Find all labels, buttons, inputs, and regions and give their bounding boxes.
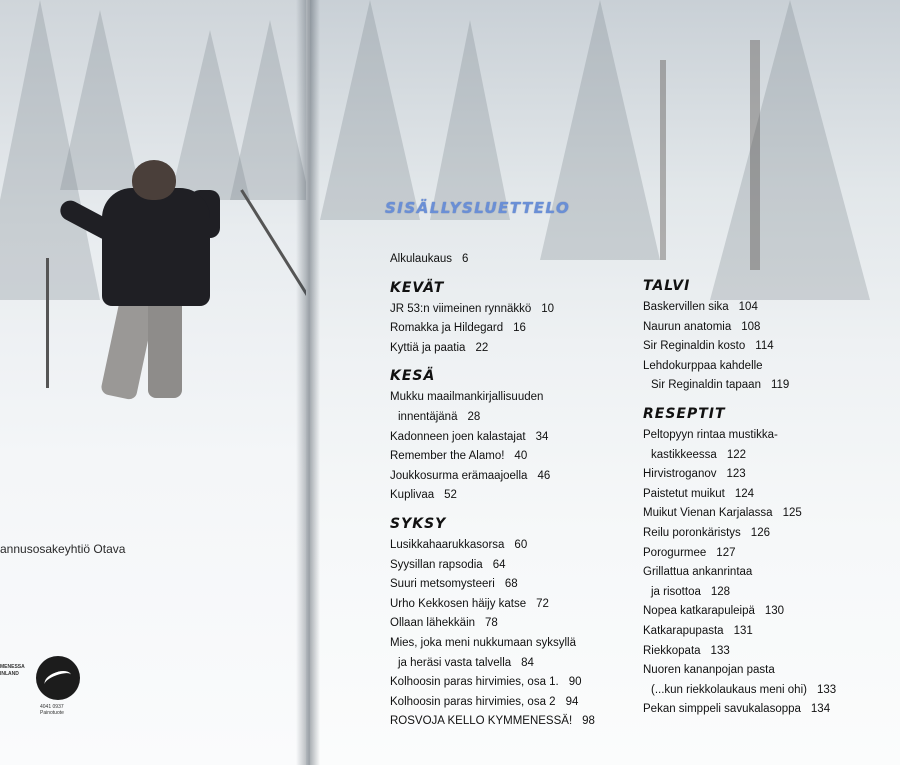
printer-logo-text: MENESSA INLAND <box>0 664 25 677</box>
toc-entry <box>390 556 640 576</box>
toc-entry-page: 127 <box>716 546 736 559</box>
snowy-tree <box>320 0 420 220</box>
toc-section-heading: TALVI <box>643 278 691 294</box>
toc-entry-page: 52 <box>444 489 457 502</box>
toc-entry <box>390 428 640 448</box>
toc-entry <box>643 504 893 524</box>
toc-entry <box>390 408 640 428</box>
toc-entry-title: Muikut Vienan Karjalassa <box>643 507 773 520</box>
toc-entry-title: Remember the Alamo! <box>390 450 505 463</box>
toc-entry-page: 22 <box>475 341 489 354</box>
toc-entry-page: 104 <box>738 301 758 313</box>
toc-entry-title: Romakka ja Hildegard <box>390 322 504 335</box>
toc-section-kesa <box>390 364 640 512</box>
toc-entry-title: Urho Kekkosen häijy katse <box>390 597 527 610</box>
snowy-tree <box>430 20 510 220</box>
toc-section-heading: KESÄ <box>390 368 436 385</box>
toc-entry-page: 28 <box>467 410 481 423</box>
toc-entry <box>390 575 640 595</box>
snowy-tree <box>540 0 660 260</box>
toc-entry-page: 16 <box>513 322 526 335</box>
toc-entry <box>643 524 893 544</box>
toc-entry-page: 94 <box>565 695 579 708</box>
toc-entry <box>390 712 640 732</box>
toc-entry-page: 119 <box>770 379 790 392</box>
toc-entry <box>643 642 893 662</box>
toc-entry <box>643 583 893 603</box>
toc-entry-title: (...kun riekkolaukaus meni ohi) <box>651 683 807 696</box>
toc-entry <box>390 654 640 674</box>
hiker-figure <box>40 160 280 420</box>
toc-entry-page: 90 <box>568 676 582 689</box>
toc-entry-title: Alkulaukaus <box>390 253 453 265</box>
book-gutter <box>296 0 320 765</box>
toc-entry <box>643 298 893 318</box>
toc-entry-title: ja risottoa <box>651 585 701 598</box>
toc-entry-page: 114 <box>755 340 774 353</box>
toc-entry-title: Ollaan lähekkäin <box>390 617 476 630</box>
toc-entry-page: 78 <box>485 617 498 630</box>
toc-entry <box>390 319 640 339</box>
toc-entry-title: Nuoren kananpojan pasta <box>643 664 775 677</box>
toc-entry <box>390 536 640 556</box>
toc-entry-page: 131 <box>733 624 753 637</box>
toc-entry <box>643 318 893 338</box>
toc-entry-title: Paistetut muikut <box>643 487 725 500</box>
toc-entry <box>643 602 893 622</box>
toc-entry-title: ROSVOJA KELLO KYMMENESSÄ! <box>390 715 573 728</box>
toc-section-reseptit <box>643 402 893 726</box>
toc-entry-title: Sir Reginaldin kosto <box>643 340 746 353</box>
toc-entry-page: 40 <box>514 450 528 463</box>
toc-section-heading: RESEPTIT <box>643 405 726 422</box>
toc-entry <box>390 300 640 320</box>
nordic-swan-logo-icon <box>36 656 80 700</box>
toc-entry <box>390 486 640 506</box>
toc-section-heading: KEVÄT <box>390 279 445 296</box>
toc-entry-title: Pekan simppeli savukalasoppa <box>643 703 801 716</box>
toc-entry-page: 134 <box>810 703 831 716</box>
toc-entry-page: 130 <box>764 605 785 618</box>
snowy-tree <box>710 0 870 300</box>
toc-entry-page: 60 <box>514 538 528 551</box>
toc-entry <box>643 544 893 564</box>
toc-entry <box>390 595 640 615</box>
toc-entry-title: Suuri metsomysteeri <box>390 578 495 591</box>
toc-entry <box>390 614 640 634</box>
toc-entry-page: 133 <box>816 683 837 696</box>
toc-entry-page: 34 <box>535 430 549 443</box>
toc-entry-title: Kadonneen joen kalastajat <box>390 430 526 443</box>
toc-entry <box>643 446 893 466</box>
toc-entry-title: Lusikkahaarukkasorsa <box>390 538 505 551</box>
toc-entry-page: 133 <box>710 644 730 657</box>
toc-entry-title: Reilu poronkäristys <box>643 526 741 539</box>
toc-entry <box>643 485 893 505</box>
toc-entry <box>390 339 640 359</box>
toc-entry-page: 98 <box>582 715 595 728</box>
swan-logo-caption: 4041 0937 Painotuote <box>40 704 64 716</box>
toc-entry <box>390 634 640 654</box>
toc-entry <box>643 357 893 377</box>
toc-entry <box>390 388 640 408</box>
toc-entry <box>643 563 893 583</box>
toc-title: SISÄLLYSLUETTELO <box>385 199 571 217</box>
toc-entry-title: innentäjänä <box>398 410 458 423</box>
toc-entry-page: 10 <box>541 302 555 315</box>
toc-entry-page: 6 <box>462 253 469 265</box>
toc-section-kevat <box>390 276 640 365</box>
toc-entry <box>390 250 640 270</box>
toc-entry-page: 122 <box>726 448 747 461</box>
toc-entry-title: Mies, joka meni nukkumaan syksyllä <box>390 636 576 649</box>
toc-entry-title: Baskervillen sika <box>643 301 729 313</box>
toc-entry-title: Lehdokurppaa kahdelle <box>643 359 763 372</box>
toc-entry-page: 125 <box>782 507 802 520</box>
toc-entry-title: Hirvistroganov <box>643 468 717 481</box>
left-page-photo <box>0 0 306 765</box>
toc-entry <box>390 673 640 693</box>
toc-entry <box>390 693 640 713</box>
toc-entry <box>643 622 893 642</box>
toc-entry <box>390 447 640 467</box>
toc-entry-title: Riekkopata <box>643 644 701 657</box>
toc-entry-title: Nopea katkarapuleipä <box>643 605 755 618</box>
toc-entry-title: Sir Reginaldin tapaan <box>651 379 761 392</box>
toc-entry <box>643 661 893 681</box>
toc-entry-title: ja heräsi vasta talvella <box>398 656 512 669</box>
toc-section-syksy <box>390 512 640 738</box>
toc-entry-title: Syysillan rapsodia <box>390 558 483 571</box>
toc-section-talvi <box>643 274 893 402</box>
tree-trunk <box>660 60 666 260</box>
toc-entry-title: kastikkeessa <box>651 448 717 461</box>
toc-entry-page: 124 <box>734 487 755 500</box>
toc-entry-title: Kyttiä ja paatia <box>390 341 466 354</box>
toc-entry-title: JR 53:n viimeinen rynnäkkö <box>390 302 532 315</box>
toc-entry-page: 64 <box>492 558 506 571</box>
toc-entry-page: 84 <box>521 656 534 669</box>
toc-entry-title: Naurun anatomia <box>643 320 732 333</box>
toc-entry <box>643 376 893 396</box>
toc-entry-page: 108 <box>741 320 761 333</box>
toc-entry-page: 72 <box>536 597 549 610</box>
toc-entry-title: Mukku maailmankirjallisuuden <box>390 391 544 404</box>
toc-entry-title: Kolhoosin paras hirvimies, osa 2 <box>390 695 556 708</box>
toc-column-1 <box>390 250 640 738</box>
toc-entry <box>643 337 893 357</box>
toc-entry-title: Grillattua ankanrintaa <box>643 566 753 579</box>
toc-entry <box>643 700 893 720</box>
toc-entry-title: Porogurmee <box>643 546 707 559</box>
tree-trunk <box>750 40 760 270</box>
toc-entry-page: 128 <box>710 585 731 598</box>
toc-column-2 <box>643 274 893 726</box>
toc-entry <box>643 426 893 446</box>
toc-entry-title: Peltopyyn rintaa mustikka- <box>643 428 778 441</box>
toc-entry <box>643 681 893 701</box>
toc-entry-page: 123 <box>726 468 746 481</box>
toc-entry-page: 46 <box>537 469 551 482</box>
toc-entry-title: Joukkosurma erämaajoella <box>390 469 528 482</box>
toc-entry <box>390 467 640 487</box>
toc-entry-page: 126 <box>750 526 770 539</box>
toc-section-heading: SYKSY <box>390 515 447 532</box>
toc-entry <box>643 465 893 485</box>
toc-entry-title: Kolhoosin paras hirvimies, osa 1. <box>390 676 559 689</box>
toc-entry-title: Kuplivaa <box>390 489 435 502</box>
toc-entry-title: Katkarapupasta <box>643 624 724 637</box>
toc-entry-page: 68 <box>504 578 518 591</box>
publisher-text: annusosakeyhtiö Otava <box>0 542 126 556</box>
